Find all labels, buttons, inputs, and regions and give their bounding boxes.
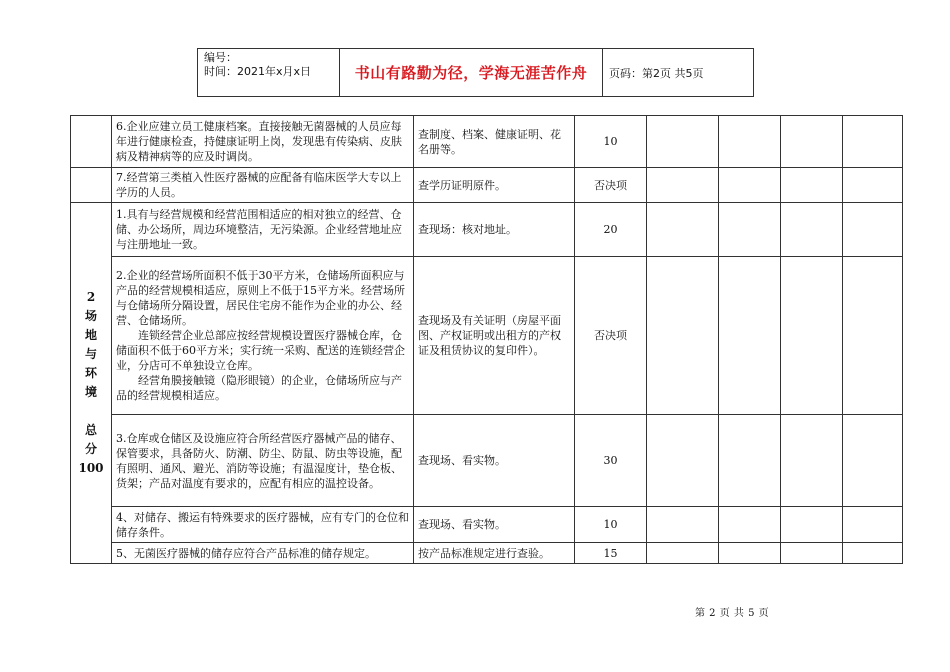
category-char: 地: [84, 328, 97, 342]
table-row: [71, 203, 903, 257]
blank-cell: [719, 257, 781, 415]
table-row: [71, 415, 903, 507]
blank-cell: [843, 415, 903, 507]
blank-cell: [719, 507, 781, 543]
score-cell: 10: [575, 116, 647, 168]
header-page-label: 页码：第2页 共5页: [609, 66, 704, 80]
blank-cell: [781, 507, 843, 543]
table-row: [71, 543, 903, 564]
category-cell-empty: [71, 168, 112, 203]
blank-cell: [647, 415, 719, 507]
blank-cell: [781, 415, 843, 507]
table-row: [71, 116, 903, 168]
score-cell: 20: [575, 203, 647, 257]
blank-cell: [719, 203, 781, 257]
category-char: 场: [84, 309, 97, 323]
category-cell: [71, 203, 112, 564]
blank-cell: [719, 168, 781, 203]
blank-cell: [719, 116, 781, 168]
category-total-value: 100: [78, 461, 104, 475]
category-total-char: 总: [84, 423, 97, 437]
method-cell: 查制度、档案、健康证明、花名册等。: [414, 116, 575, 168]
blank-cell: [719, 415, 781, 507]
blank-cell: [843, 203, 903, 257]
blank-cell: [843, 168, 903, 203]
blank-cell: [781, 257, 843, 415]
blank-cell: [647, 116, 719, 168]
category-char: 与: [84, 347, 97, 361]
header-motto: 书山有路勤为径，学海无涯苦作舟: [340, 49, 603, 96]
requirement-cell: 4、对储存、搬运有特殊要求的医疗器械，应有专门的仓位和储存条件。: [112, 507, 414, 543]
blank-cell: [647, 507, 719, 543]
category-char: 环: [84, 366, 97, 380]
inspection-table: [70, 115, 903, 564]
requirement-cell: 6.企业应建立员工健康档案。直接接触无菌器械的人员应每年进行健康检查，持健康证明上岗，发现患有传染病、皮肤病及精神病等的应及时调岗。: [112, 116, 414, 168]
blank-cell: [647, 543, 719, 564]
method-cell: 查学历证明原件。: [414, 168, 575, 203]
score-cell: 否决项: [575, 257, 647, 415]
blank-cell: [781, 116, 843, 168]
method-cell: 按产品标准规定进行查验。: [414, 543, 575, 564]
blank-cell: [719, 543, 781, 564]
method-cell: 查现场、看实物。: [414, 507, 575, 543]
time-label: 时间：2021年x月x日: [204, 65, 312, 78]
blank-cell: [843, 543, 903, 564]
method-cell: 查现场及有关证明（房屋平面图、产权证明或出租方的产权证及租赁协议的复印件）。: [414, 257, 575, 415]
requirement-cell: 7.经营第三类植入性医疗器械的应配备有临床医学大专以上学历的人员。: [112, 168, 414, 203]
category-cell-empty: [71, 116, 112, 168]
method-cell: 查现场：核对地址。: [414, 203, 575, 257]
category-total-char: 分: [84, 442, 97, 456]
score-cell: 30: [575, 415, 647, 507]
category-char: 境: [84, 385, 97, 399]
blank-cell: [647, 168, 719, 203]
score-cell: 15: [575, 543, 647, 564]
blank-cell: [781, 168, 843, 203]
requirement-cell: 5、无菌医疗器械的储存应符合产品标准的储存规定。: [112, 543, 414, 564]
blank-cell: [647, 257, 719, 415]
requirement-cell: 3.仓库或仓储区及设施应符合所经营医疗器械产品的储存、保管要求，具备防火、防潮、防尘、防鼠、防虫等设施，配有照明、通风、避光、消防等设施；有温湿度计，垫仓板、货架；产品对温度有要求的，应配有相应的温控设备。: [112, 415, 414, 507]
blank-cell: [647, 203, 719, 257]
page-footer: 第 2 页 共 5 页: [695, 608, 770, 619]
blank-cell: [781, 543, 843, 564]
method-cell: 查现场、看实物。: [414, 415, 575, 507]
blank-cell: [843, 507, 903, 543]
table-row: [71, 507, 903, 543]
score-cell: 否决项: [575, 168, 647, 203]
number-label: 编号：: [204, 51, 237, 64]
table-row: [71, 168, 903, 203]
blank-cell: [781, 203, 843, 257]
header-meta: [198, 49, 340, 96]
requirement-paragraph: 经营角膜接触镜（隐形眼镜）的企业，仓储场所应与产品的经营规模相适应。: [116, 374, 402, 402]
requirement-cell: [112, 257, 414, 415]
table-row: [71, 257, 903, 415]
score-cell: 10: [575, 507, 647, 543]
requirement-cell: 1.具有与经营规模和经营范围相适应的相对独立的经营、仓储、办公场所，周边环境整洁，无污染源。企业经营地址应与注册地址一致。: [112, 203, 414, 257]
blank-cell: [843, 116, 903, 168]
page-header: [197, 48, 754, 97]
requirement-paragraph: 连锁经营企业总部应按经营规模设置医疗器械仓库，仓储面积不低于60平方米；实行统一采购、配送的连锁经营企业，分店可不单独设立仓库。: [116, 329, 405, 372]
requirement-paragraph: 2.企业的经营场所面积不低于30平方米，仓储场所面积应与产品的经营规模相适应，原则上不低于15平方米。经营场所与仓储场所分隔设置，居民住宅房不能作为企业的办公、经营、仓储场所。: [116, 269, 405, 327]
blank-cell: [843, 257, 903, 415]
category-number: 2: [86, 290, 96, 304]
